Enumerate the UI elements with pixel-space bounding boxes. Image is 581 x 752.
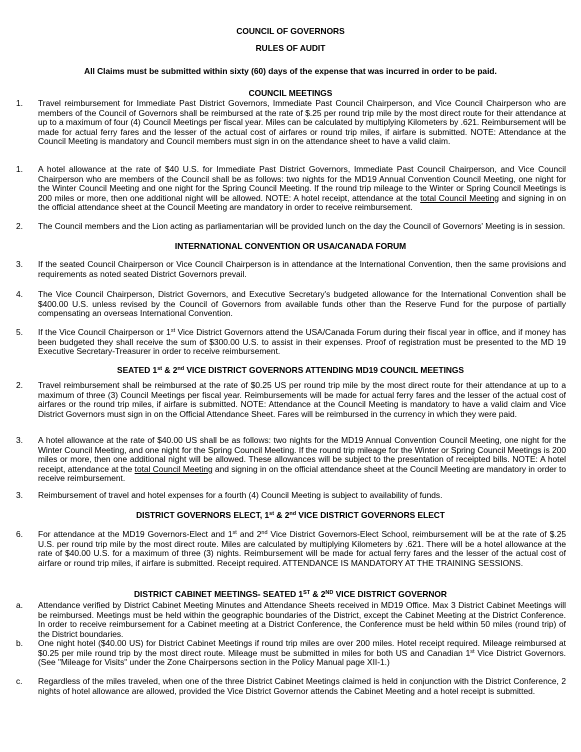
rule-text: The Vice Council Chairperson, District Governors, and Executive Secretary's budgeted allowance for the International Convention shall be $400.00 U.S. unless revised by the Council of Governors from available funds other than the Reserve Fund for the purpose of partially compensating an overseas International Convention. (38, 289, 566, 319)
rule-text: Attendance verified by District Cabinet Meeting Minutes and Attendance Sheets received in MD19 Office. Max 3 District Cabinet Meetings will be reimbursed. Meetings must be held within the geographic boundaries of the District, except the Cabinet Meeting at the District Conference. In order to receive reimbursement for a Cabinet meeting at a District Conference, the Conference must be held within 50 miles (round trip) of the District boundaries. (38, 600, 566, 639)
rule-text: A hotel allowance at the rate of $40.00 US shall be as follows: two nights for the MD19 Annual Convention Council Meeting, one night for the Winter Council Meeting, and one night for the Spring Council Meeting. If the round trip mileage for the Winter or Spring Council Meetings is 200 miles or more, then one additional night will be allowed. These allowances will be subject to the presentation of receipted bills. NOTE: A hotel receipt, attendance at the total Council Meeting and signing in on the official attendance sheet at the Council Meeting are mandatory in order to receive reimbursement. (38, 435, 567, 484)
rule-number: 6. (16, 529, 23, 539)
rule-number: 5. (16, 327, 23, 337)
document-subtitle: RULES OF AUDIT (255, 43, 326, 53)
section-heading-dg-elect: DISTRICT GOVERNORS ELECT, 1st & 2nd VICE DISTRICT GOVERNORS ELECT (136, 510, 445, 520)
rule-text: Reimbursement of travel and hotel expenses for a fourth (4) Council Meeting is subject to availability of funds. (38, 490, 443, 500)
rule-text: The Council members and the Lion acting as parliamentarian will be provided lunch on the day the Council of Governors' Meeting is in session. (38, 221, 566, 231)
section-heading-international: INTERNATIONAL CONVENTION OR USA/CANADA FORUM (174, 241, 407, 251)
rule-text: If the Vice Council Chairperson or 1st Vice District Governors attend the USA/Canada Forum during their fiscal year in office, and if money has been budgeted they shall receive the sum of $300.00 U.S. to assist in their expenses. Proof of registration must be presented to the MD 19 Executive Secretary-Treasurer in order to receive reimbursement. (38, 327, 567, 357)
rule-number: c. (16, 676, 23, 686)
rule-number: 4. (16, 289, 23, 299)
rule-number: 3. (16, 435, 23, 445)
rule-text: A hotel allowance at the rate of $40 U.S. for Immediate Past District Governors, Immediate Past Council Chairperson, and Vice Council Chairperson who are members of the Council shall be as follows: two nights for the MD19 Annual Convention Council Meeting, one night for the Winter Council Meeting and one night for the Spring Council Meeting. If the round trip mileage to the Winter or Spring Council Meetings is 200 miles or more, then one additional night will be allowed. NOTE: A hotel receipt, attendance at the total Council Meeting and signing in on the official attendance sheet at the Council Meeting are mandatory in order to receive reimbursement. (38, 164, 566, 213)
rule-number: b. (16, 638, 23, 648)
rule-text: Travel reimbursement for Immediate Past District Governors, Immediate Past Council Chairperson, and Vice Council Chairperson who are members of the Council of Governors shall be reimbursed at the rate of $.25 per round trip mile by the most direct route for their attendance at up to a maximum of four (4) Council Meetings per fiscal year. Miles can be calculated by multiplying Kilometers by .621. Reimbursement will be made for actual ferry fares and the lesser of the actual cost of airfares or round trip miles, if airfare is submitted. NOTE: Attendance at the Council Meeting is mandatory and Council members must sign in on the attendance sheet to have a valid claim. (38, 98, 566, 147)
rule-text: Regardless of the miles traveled, when one of the three District Cabinet Meetings claimed is held in conjunction with the District Conference, 2 nights of hotel allowance are allowed, provided the Vice District Governor attends the Cabinet Meeting and a hotel receipt is submitted. (38, 676, 566, 696)
document-title: COUNCIL OF GOVERNORS (236, 26, 345, 36)
rule-text: One night hotel ($40.00 US) for District Cabinet Meetings if round trip miles are over 200 miles. Hotel receipt required. Mileage reimbursed at $0.25 per mile round trip by the most direct route. Mileage must be submitted in miles for both US and Canadian 1st Vice District Governors. (See "Mileage for Visits" under the Zone Chairpersons section in the Policy Manual page XII-1.) (38, 638, 566, 668)
section-heading-cabinet: DISTRICT CABINET MEETINGS- SEATED 1ST & 2ND VICE DISTRICT GOVERNOR (134, 589, 447, 599)
claims-notice: All Claims must be submitted within sixty (60) days of the expense that was incurred in order to be paid. (84, 66, 497, 76)
rule-number: 1. (16, 164, 23, 174)
rule-text: For attendance at the MD19 Governors-Elect and 1st and 2nd Vice District Governors-Elect School, reimbursement will be at the rate of $.25 U.S. per round trip mile by the most direct route. Miles are calculated by multiplying Kilometers by .621. There will be a hotel allowance at the rate of $40.00 U.S. for a maximum of three (3) nights. Reimbursement will be made for actual ferry fares and the lesser of the actual cost of airfare or round trip miles, if airfare is submitted. Receipt required. ATTENDANCE IS MANDATORY AT THE TRAINING SESSIONS. (38, 529, 566, 568)
rule-number: 1. (16, 98, 23, 108)
section-heading-seated-vdg: SEATED 1st & 2nd VICE DISTRICT GOVERNORS ATTENDING MD19 COUNCIL MEETINGS (117, 365, 464, 375)
rule-number: 3. (16, 490, 23, 500)
rule-number: 3. (16, 259, 23, 269)
section-heading-council-meetings: COUNCIL MEETINGS (248, 88, 333, 98)
rule-number: 2. (16, 221, 23, 231)
rule-text: Travel reimbursement shall be reimbursed at the rate of $0.25 US per round trip mile by the most direct route for their attendance at up to a maximum of three (3) Council Meetings per fiscal year. Reimbursements will be made for actual ferry fares and the lesser of the actual cost of airfares or the round trip miles, if airfare is submitted. NOTE: Attendance at the Council Meeting is mandatory to have a valid claim and Vice District Governors must sign in on the Official Attendance Sheet. Fares will be reimbursed in the currency in which they were paid. (38, 380, 566, 419)
rule-number: 2. (16, 380, 23, 390)
rule-text: If the seated Council Chairperson or Vice Council Chairperson is in attendance at the International Convention, then the same provisions and requirements as noted seated District Governors prevail. (38, 259, 566, 279)
rule-number: a. (16, 600, 23, 610)
